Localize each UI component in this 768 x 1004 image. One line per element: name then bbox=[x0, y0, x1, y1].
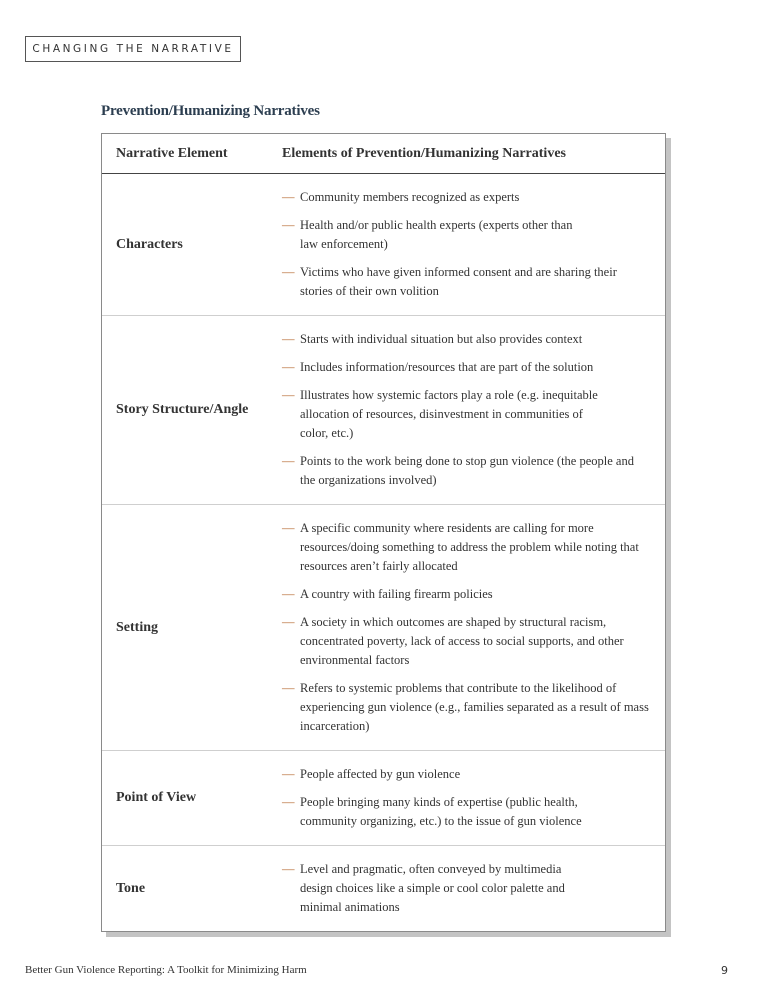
table-header bbox=[102, 134, 665, 174]
row-label: Setting bbox=[116, 619, 158, 635]
dash-bullet: — bbox=[282, 862, 295, 876]
dash-bullet: — bbox=[282, 360, 295, 374]
dash-bullet: — bbox=[282, 615, 295, 629]
footer-title: Better Gun Violence Reporting: A Toolkit for Minimizing Harm bbox=[25, 964, 307, 976]
row-label: Tone bbox=[116, 880, 146, 896]
table-row-point-of-view bbox=[102, 751, 665, 846]
list-item: — Refers to systemic problems that contribute to the likelihood of experiencing gun violence (e.g., families separated as a result of mass incarceration) bbox=[282, 679, 649, 736]
row-items bbox=[282, 846, 665, 931]
dash-bullet: — bbox=[282, 332, 295, 346]
row-label: Point of View bbox=[116, 790, 197, 805]
dash-bullet: — bbox=[282, 218, 295, 232]
row-label: Story Structure/Angle bbox=[116, 402, 249, 417]
list-item: — Health and/or public health experts (experts other than law enforcement) bbox=[282, 216, 641, 254]
dash-bullet: — bbox=[282, 795, 295, 809]
page-number: 9 bbox=[721, 964, 728, 977]
list-item: — Points to the work being done to stop gun violence (the people and the organizations involved) bbox=[282, 452, 645, 490]
row-label: Characters bbox=[116, 236, 183, 252]
dash-bullet: — bbox=[282, 681, 295, 695]
list-item: — A specific community where residents are calling for more resources/doing something to address the problem while noting that resources aren’t fairly allocated bbox=[282, 519, 649, 576]
list-item: — Level and pragmatic, often conveyed by multimedia design choices like a simple or cool color palette and minimal animations bbox=[282, 860, 595, 917]
list-item: — Starts with individual situation but also provides context bbox=[282, 330, 645, 349]
dash-bullet: — bbox=[282, 190, 295, 204]
row-items bbox=[282, 505, 665, 750]
row-items bbox=[282, 316, 665, 504]
page-heading: Prevention/Humanizing Narratives bbox=[101, 103, 320, 119]
table-row-tone bbox=[102, 846, 665, 931]
list-item: — People affected by gun violence bbox=[282, 765, 645, 784]
list-item: — Community members recognized as experts bbox=[282, 188, 641, 207]
dash-bullet: — bbox=[282, 587, 295, 601]
list-item: — People bringing many kinds of expertise (public health, community organizing, etc.) to the issue of gun violence bbox=[282, 793, 645, 831]
narratives-table bbox=[101, 133, 666, 932]
section-tag: CHANGING THE NARRATIVE bbox=[25, 36, 241, 62]
table-row-setting bbox=[102, 505, 665, 751]
dash-bullet: — bbox=[282, 767, 295, 781]
list-item: — Illustrates how systemic factors play a role (e.g. inequitable allocation of resources, disinvestment in communities of color, etc.) bbox=[282, 386, 645, 443]
table-row-characters bbox=[102, 174, 665, 316]
row-items bbox=[282, 174, 665, 315]
column-header-narrative-element: Narrative Element bbox=[116, 145, 228, 161]
dash-bullet: — bbox=[282, 521, 295, 535]
list-item: — A country with failing firearm policies bbox=[282, 585, 649, 604]
list-item: — Includes information/resources that are part of the solution bbox=[282, 358, 645, 377]
dash-bullet: — bbox=[282, 388, 295, 402]
dash-bullet: — bbox=[282, 265, 295, 279]
list-item: — A society in which outcomes are shaped by structural racism, concentrated poverty, lack of access to social supports, and other environmental factors bbox=[282, 613, 649, 670]
column-header-elements: Elements of Prevention/Humanizing Narratives bbox=[282, 145, 566, 161]
dash-bullet: — bbox=[282, 454, 295, 468]
row-items bbox=[282, 751, 665, 845]
list-item: — Victims who have given informed consent and are sharing their stories of their own volition bbox=[282, 263, 641, 301]
table-row-story-structure bbox=[102, 316, 665, 505]
